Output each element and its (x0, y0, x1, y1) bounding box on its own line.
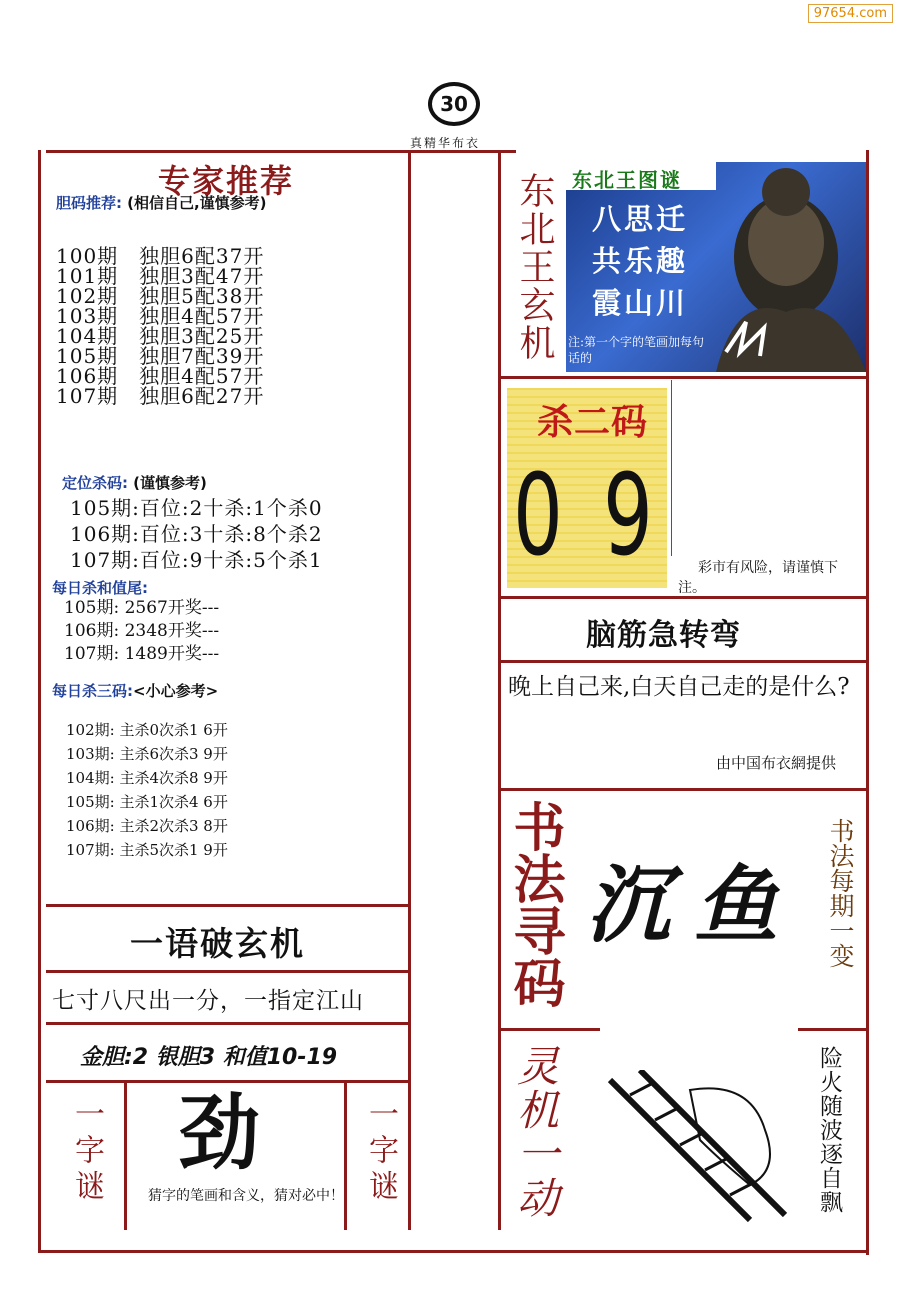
brain-title: 脑筋急转弯 (586, 618, 741, 653)
top-rule-left (46, 150, 516, 153)
logo-mark: 30 (428, 82, 480, 126)
dan-note: (相信自己,谨慎参考) (127, 194, 267, 212)
dan-row: 102期 独胆5配38开 (56, 284, 265, 308)
kill2-digit-2: 9 (603, 451, 653, 581)
kill2-box (507, 388, 667, 588)
three-row: 103期: 主杀6次杀3 9开 (66, 745, 228, 763)
yizimi-side-label-right: 一字谜 (363, 1098, 398, 1206)
sum-row: 107期: 1489开奖--- (64, 644, 220, 664)
yiyu-mid-rule (46, 970, 410, 973)
dan-row: 105期 独胆7配39开 (56, 344, 265, 368)
dan-row: 107期 独胆6配27开 (56, 384, 265, 408)
shufa-calligraphy: 沉鱼 (586, 855, 803, 954)
dan-row: 103期 独胆4配57开 (56, 304, 265, 328)
yiyu-top-rule (46, 904, 410, 907)
lingji-vertical-title: 灵机一动 (511, 1044, 560, 1220)
brain-question: 晚上自己来,白天自己走的是什么? (508, 674, 850, 700)
shufa-side-note: 书法每期一变 (826, 818, 855, 968)
shufa-bottom-rule-left (500, 1028, 600, 1031)
three-label: 每日杀三码: (52, 682, 133, 700)
logo-caption: 真精华布衣 (410, 136, 481, 150)
kill2-risk-note: 彩市有风险，请谨慎下注。 (678, 560, 838, 596)
bottom-rule (38, 1250, 869, 1253)
lingji-illustration (600, 1070, 800, 1234)
yizimi-side-label-left: 一字谜 (69, 1098, 104, 1206)
pos-label: 定位杀码: (62, 474, 128, 492)
three-row: 104期: 主杀4次杀8 9开 (66, 769, 228, 787)
poem-line: 共乐趣 (592, 244, 689, 278)
pos-row: 105期:百位:2十杀:1个杀0 (70, 496, 323, 520)
pos-header (62, 472, 207, 493)
dongbei-image (566, 162, 866, 372)
dan-header (56, 192, 267, 213)
dan-label: 胆码推荐: (56, 194, 122, 212)
dongbei-vertical-title: 东北王玄机 (514, 172, 555, 362)
shufa-vertical-title: 书法寻码 (504, 800, 565, 1008)
three-row: 105期: 主杀1次杀4 6开 (66, 793, 228, 811)
yizimi-hint: 猜字的笔画和含义，猜对必中！ (148, 1188, 344, 1204)
pos-list (70, 495, 323, 573)
sum-label: 每日杀和值尾: (52, 579, 148, 597)
jindan-line: 金胆:2 银胆3 和值10-19 (80, 1045, 338, 1070)
sum-row: 106期: 2348开奖--- (64, 621, 220, 641)
sum-list (64, 597, 219, 666)
lingji-poem: 险火随波逐自飘 (816, 1046, 842, 1214)
poem-line: 八思迁 (592, 202, 689, 236)
brain-mid-rule (500, 660, 868, 663)
three-row: 106期: 主杀2次杀3 8开 (66, 817, 228, 835)
shufa-top-rule (500, 788, 868, 791)
dongbei-poem (592, 198, 688, 324)
three-header (52, 680, 218, 701)
ladder-figure-illustration (600, 1070, 800, 1230)
dongbei-banner: 东北王图谜 (572, 168, 682, 192)
sum-row: 105期: 2567开奖--- (64, 598, 220, 618)
dongbei-bottom-rule (500, 376, 868, 379)
jindan-rule (46, 1080, 410, 1083)
right-column-left-border (498, 150, 501, 1230)
kill2-title: 杀二码 (537, 401, 649, 443)
dongbei-note: 注:第一个字的笔画加每句话的 (568, 335, 705, 365)
pos-note: (谨慎参考) (133, 474, 207, 492)
dan-list (56, 246, 264, 406)
dan-row: 100期 独胆6配37开 (56, 244, 265, 268)
right-border (866, 150, 869, 1255)
shufa-bottom-rule-right (798, 1028, 868, 1031)
expert-title: 专家推荐 (158, 162, 295, 200)
three-note: <小心参考> (133, 682, 219, 700)
poem-line: 霞山川 (592, 286, 689, 320)
dan-row: 106期 独胆4配57开 (56, 364, 265, 388)
kill2-digit-1: 0 (513, 451, 563, 581)
dan-row: 104期 独胆3配25开 (56, 324, 265, 348)
yiyu-bottom-rule (46, 1022, 410, 1025)
pos-row: 106期:百位:3十杀:8个杀2 (70, 522, 323, 546)
yizimi-char: 劲 (178, 1085, 261, 1181)
three-row: 102期: 主杀0次杀1 6开 (66, 721, 228, 739)
brain-top-rule (500, 596, 868, 599)
three-row: 107期: 主杀5次杀1 9开 (66, 841, 228, 859)
kill2-divider (671, 380, 672, 556)
yiyu-title: 一语破玄机 (130, 924, 305, 963)
yiyu-text: 七寸八尺出一分，一指定江山 (52, 988, 364, 1014)
dan-row: 101期 独胆3配47开 (56, 264, 265, 288)
yizimi-right-divider (344, 1080, 347, 1230)
brain-credit: 由中国布衣網提供 (716, 754, 837, 772)
site-watermark: 97654.com (808, 4, 893, 23)
pos-row: 107期:百位:9十杀:5个杀1 (70, 548, 323, 572)
three-list (66, 718, 228, 862)
left-border (38, 150, 41, 1250)
left-column-divider (408, 150, 411, 1230)
